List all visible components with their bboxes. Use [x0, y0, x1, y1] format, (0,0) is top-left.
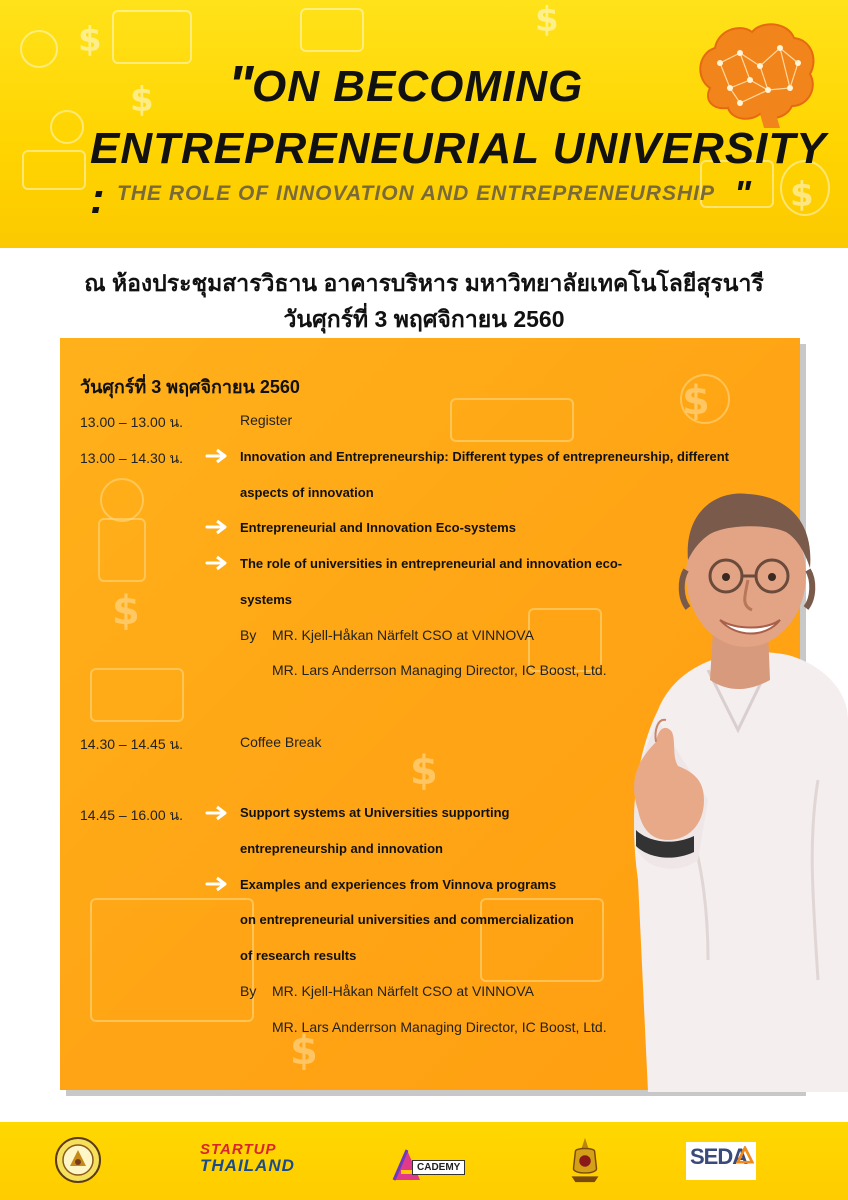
arrow-right-icon — [205, 519, 229, 535]
coin-stack-doodle-icon — [98, 518, 146, 582]
coin-stack-doodle-icon — [100, 478, 144, 522]
brain-icon — [690, 18, 820, 138]
coin-doodle-icon — [20, 30, 58, 68]
dollar-doodle-icon: $ — [535, 0, 559, 40]
schedule-day: วันศุกร์ที่ 3 พฤศจิกายน 2560 — [80, 377, 300, 397]
scale-doodle-icon — [90, 668, 184, 722]
session-time: 14.45 – 16.00 น. — [80, 807, 183, 823]
title-line-2: ENTREPRENEURIAL UNIVERSITY : — [90, 124, 826, 223]
session-item: of research results — [240, 948, 357, 963]
speaker-name: MR. Lars Anderrson Managing Director, IC Boost, Ltd. — [272, 1019, 607, 1035]
arrow-right-icon — [205, 448, 229, 464]
seda-logo: SEDA — [690, 1144, 748, 1169]
session-time: 13.00 – 13.00 น. — [80, 414, 183, 430]
session-item: Entrepreneurial and Innovation Eco-systems — [240, 520, 516, 535]
arrow-right-icon — [205, 555, 229, 571]
session-item: Innovation and Entrepreneurship: Different types of entrepreneurship, different — [240, 449, 729, 464]
scale-doodle-icon — [22, 150, 86, 190]
dollar-doodle-icon: $ — [130, 80, 154, 120]
session-time: 13.00 – 14.30 น. — [80, 450, 183, 466]
briefcase-doodle-icon — [90, 898, 257, 1022]
seda-accent-icon — [736, 1146, 754, 1164]
session-item: on entrepreneurial universities and commercialization — [240, 912, 574, 927]
dollar-doodle-icon: $ — [410, 748, 438, 794]
academy-logo-text: CADEMY — [412, 1160, 465, 1175]
startup-thailand-logo — [200, 1142, 295, 1174]
session-item: aspects of innovation — [240, 485, 374, 500]
speaker-name: MR. Kjell-Håkan Närfelt CSO at VINNOVA — [272, 983, 534, 999]
venue-date: วันศุกร์ที่ 3 พฤศจิกายน 2560 — [283, 306, 565, 332]
dollar-doodle-icon: $ — [78, 20, 102, 60]
session-label: Coffee Break — [240, 734, 322, 750]
dollar-doodle-icon: $ — [112, 588, 140, 634]
arrow-right-icon — [205, 876, 229, 892]
by-label: By — [240, 983, 257, 999]
header-banner — [0, 0, 848, 248]
university-seal-logo — [54, 1136, 102, 1184]
coin-doodle-icon — [680, 374, 730, 424]
speaker-name: MR. Lars Anderrson Managing Director, IC Boost, Ltd. — [272, 662, 607, 678]
arrow-right-icon — [205, 805, 229, 821]
title-subtitle: THE ROLE OF INNOVATION AND ENTREPRENEURSHIP — [117, 182, 715, 205]
session-item: The role of universities in entrepreneurial and innovation eco- — [240, 556, 623, 571]
dollar-doodle-icon: $ — [290, 1028, 318, 1074]
speaker-photo — [618, 480, 848, 1092]
hand-doodle-icon — [450, 398, 574, 442]
title-line-1: ON BECOMING — [252, 62, 584, 111]
venue-line: ณ ห้องประชุมสารวิธาน อาคารบริหาร มหาวิทยาลัยเทคโนโลยีสุรนารี — [84, 270, 764, 296]
dollar-doodle-icon: $ — [682, 378, 710, 424]
dollar-doodle-icon: $ — [790, 175, 814, 215]
startup-logo-line1: STARTUP — [200, 1141, 277, 1158]
session-item: systems — [240, 592, 293, 607]
session-item: Support systems at Universities supporting — [240, 805, 510, 820]
session-item: Examples and experiences from Vinnova programs — [240, 877, 557, 892]
session-item: entrepreneurship and innovation — [240, 841, 443, 856]
coin-doodle-icon — [50, 110, 84, 144]
open-quote: " — [228, 55, 254, 115]
session-time: 14.30 – 14.45 น. — [80, 736, 183, 752]
session-label: Register — [240, 412, 293, 428]
by-label: By — [240, 627, 257, 643]
royal-emblem-logo — [565, 1136, 605, 1184]
briefcase-doodle-icon — [112, 10, 192, 64]
close-quote: " — [734, 173, 752, 214]
chart-doodle-icon — [300, 8, 364, 52]
speaker-name: MR. Kjell-Håkan Närfelt CSO at VINNOVA — [272, 627, 534, 643]
chart-doodle-icon — [480, 898, 604, 982]
startup-logo-line2: THAILAND — [200, 1156, 295, 1175]
